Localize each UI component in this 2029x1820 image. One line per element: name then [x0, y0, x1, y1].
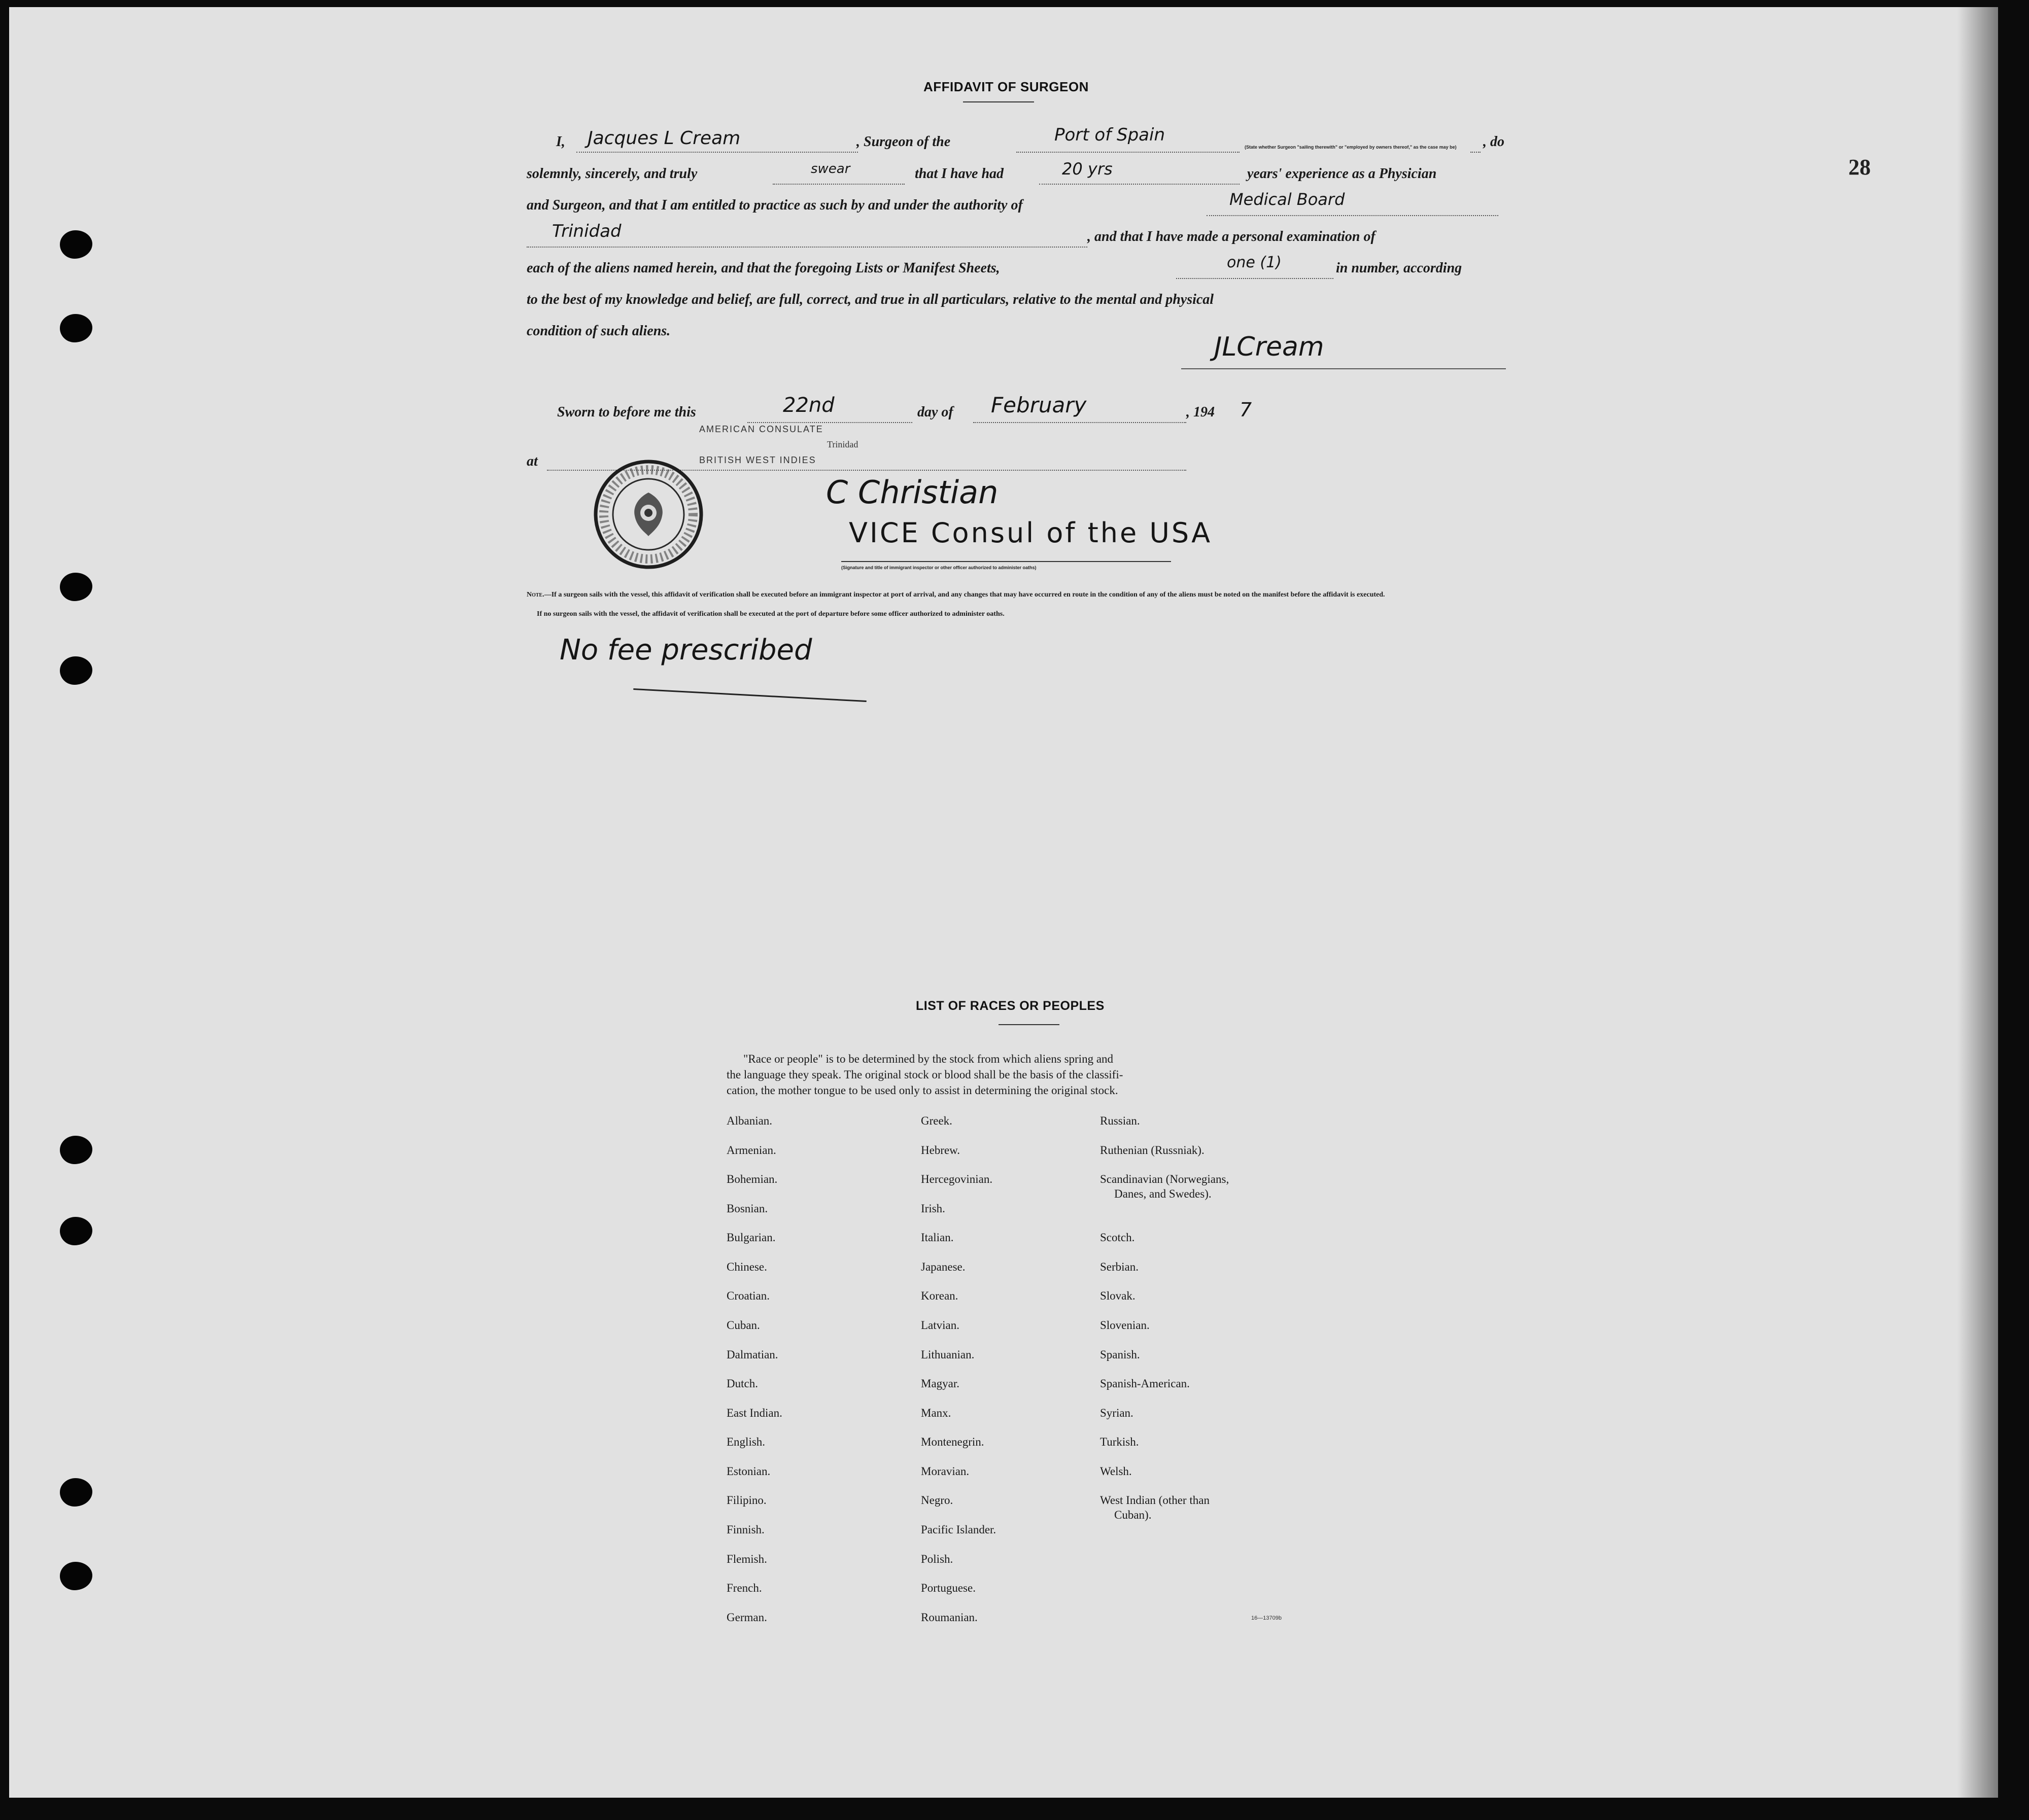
race-item: West Indian (other than	[1100, 1494, 1210, 1507]
punch-hole	[60, 230, 92, 259]
race-item: Finnish.	[727, 1523, 765, 1536]
race-item: Cuban).	[1114, 1509, 1152, 1521]
race-item: Russian.	[1100, 1114, 1140, 1127]
races-title: LIST OF RACES OR PEOPLES	[916, 999, 1105, 1013]
officer-caption: (Signature and title of immigrant inspector or other officer authorized to administer oaths)	[841, 565, 1037, 570]
race-item: Portuguese.	[921, 1582, 976, 1594]
race-item: Hercegovinian.	[921, 1173, 993, 1185]
race-item: Japanese.	[921, 1261, 966, 1273]
race-item: Croatian.	[727, 1289, 770, 1302]
fee-note-handwriting: No fee prescribed	[560, 634, 812, 667]
sworn-prefix: Sworn to before me this	[557, 404, 696, 420]
race-item: Syrian.	[1100, 1407, 1133, 1419]
ship-name-handwriting: Port of Spain	[1054, 125, 1165, 145]
surgeon-signature: JLCream	[1214, 332, 1324, 362]
race-item: Estonian.	[727, 1465, 771, 1478]
race-item: Lithuanian.	[921, 1348, 975, 1361]
affidavit-title: AFFIDAVIT OF SURGEON	[923, 79, 1089, 94]
sworn-month-handwriting: February	[991, 393, 1087, 417]
punch-hole	[60, 1478, 92, 1507]
line6-text: to the best of my knowledge and belief, are full, correct, and true in all particulars, relative to the mental and physical	[527, 292, 1214, 307]
punch-hole	[60, 314, 92, 342]
line4-suffix: , and that I have made a personal examination of	[1087, 229, 1375, 244]
punch-hole	[60, 573, 92, 601]
surgeon-signature-line	[1181, 368, 1506, 369]
race-item: Flemish.	[727, 1553, 767, 1565]
race-item: East Indian.	[727, 1407, 782, 1419]
race-item: Roumanian.	[921, 1611, 978, 1624]
race-item: Dalmatian.	[727, 1348, 778, 1361]
sworn-month-blank	[973, 422, 1186, 423]
race-item: German.	[727, 1611, 767, 1624]
race-item: Spanish-American.	[1100, 1377, 1190, 1390]
ship-name-note: (State whether Surgeon "sailing therewith" or "employed by owners thereof," as the case may be)	[1245, 145, 1457, 150]
race-item: Armenian.	[727, 1144, 776, 1157]
authority-handwriting-b: Trinidad	[552, 221, 622, 241]
race-item: Greek.	[921, 1114, 952, 1127]
races-intro-line1: "Race or people" is to be determined by the stock from which aliens spring and	[743, 1053, 1114, 1065]
stamp-line-region: BRITISH WEST INDIES	[699, 455, 816, 465]
race-item: Latvian.	[921, 1319, 959, 1332]
punch-hole	[60, 1217, 92, 1245]
race-item: Turkish.	[1100, 1436, 1139, 1448]
years-handwriting: 20 yrs	[1062, 159, 1113, 179]
race-item: Montenegrin.	[921, 1436, 984, 1448]
officer-title: VICE Consul of the USA	[849, 517, 1213, 549]
line2-prefix: solemnly, sincerely, and truly	[527, 166, 698, 182]
years-blank	[1039, 184, 1240, 185]
race-item: Bosnian.	[727, 1202, 768, 1215]
surgeon-name-handwriting: Jacques L Cream	[588, 128, 741, 149]
race-item: Dutch.	[727, 1377, 758, 1390]
line1-mid: , Surgeon of the	[856, 134, 951, 150]
line5-prefix: each of the aliens named herein, and that the foregoing Lists or Manifest Sheets,	[527, 260, 1000, 276]
at-label: at	[527, 453, 538, 469]
consulate-seal	[590, 456, 707, 573]
sworn-year-prefix: , 194	[1186, 404, 1215, 420]
race-item: Italian.	[921, 1231, 954, 1244]
sworn-day-blank	[747, 422, 912, 423]
line1-prefix: I,	[556, 134, 565, 150]
title-underline	[963, 101, 1034, 102]
race-item: Spanish.	[1100, 1348, 1140, 1361]
race-item: Filipino.	[727, 1494, 767, 1507]
fee-note-underline	[633, 688, 867, 702]
sworn-day-handwriting: 22nd	[783, 394, 835, 417]
race-item: Slovenian.	[1100, 1319, 1150, 1332]
race-item: Polish.	[921, 1553, 953, 1565]
sworn-year-digit: 7	[1240, 399, 1252, 421]
stamp-line-location: Trinidad	[827, 439, 858, 449]
line2-suffix: years' experience as a Physician	[1247, 166, 1437, 182]
officer-title-line	[841, 561, 1171, 562]
race-item: Bohemian.	[727, 1173, 778, 1185]
race-item: Albanian.	[727, 1114, 773, 1127]
note-text: —If a surgeon sails with the vessel, this affidavit of verification shall be executed before an immigrant inspector at port of arrival, and any changes that may have occurred en route in the condition of any of the aliens must be noted on the manifest before the affidavit is executed.	[544, 591, 1385, 599]
race-item: Slovak.	[1100, 1289, 1136, 1302]
races-intro-line3: cation, the mother tongue to be used only to assist in determining the original stock.	[727, 1084, 1118, 1097]
race-item: Ruthenian (Russniak).	[1100, 1144, 1205, 1157]
race-item: Welsh.	[1100, 1465, 1132, 1478]
race-item: Scotch.	[1100, 1231, 1135, 1244]
swear-handwriting: swear	[811, 161, 850, 177]
race-item: Hebrew.	[921, 1144, 960, 1157]
note-label: Note.	[527, 591, 544, 599]
swear-blank	[773, 184, 905, 185]
races-title-underline	[999, 1024, 1059, 1025]
line1-suffix: , do	[1483, 134, 1504, 150]
race-item: Irish.	[921, 1202, 945, 1215]
race-item: Chinese.	[727, 1261, 767, 1273]
races-intro-line2: the language they speak. The original stock or blood shall be the basis of the classifi-	[727, 1068, 1123, 1081]
race-item: Bulgarian.	[727, 1231, 776, 1244]
punch-hole	[60, 1136, 92, 1164]
race-item: Magyar.	[921, 1377, 960, 1390]
document-page	[9, 7, 1998, 1798]
sheet-count-blank	[1176, 278, 1333, 279]
race-item: Scandinavian (Norwegians,	[1100, 1173, 1229, 1185]
sworn-mid: day of	[917, 404, 953, 420]
race-item: Negro.	[921, 1494, 953, 1507]
stamp-line-consulate: AMERICAN CONSULATE	[699, 424, 823, 434]
ship-trailing-blank	[1470, 152, 1481, 153]
authority-handwriting-a: Medical Board	[1229, 190, 1345, 209]
authority-continued-blank	[527, 247, 1087, 248]
page-edge-shadow	[1957, 7, 1998, 1798]
form-code: 16—13709b	[1251, 1615, 1282, 1621]
punch-hole	[60, 1562, 92, 1590]
race-item: French.	[727, 1582, 762, 1594]
note-paragraph-2: If no surgeon sails with the vessel, the affidavit of verification shall be executed at the port of departure before some officer authorized to administer oaths.	[537, 610, 1005, 618]
race-item: Cuban.	[727, 1319, 760, 1332]
surgeon-name-blank	[576, 152, 858, 153]
ship-name-blank	[1016, 152, 1240, 153]
page-number: 28	[1848, 155, 1871, 180]
line2-mid: that I have had	[915, 166, 1004, 182]
officer-signature: C Christian	[826, 474, 999, 511]
race-item: Korean.	[921, 1289, 958, 1302]
authority-blank	[1207, 215, 1498, 216]
line7-text: condition of such aliens.	[527, 323, 671, 339]
punch-hole	[60, 656, 92, 685]
race-item: Serbian.	[1100, 1261, 1139, 1273]
race-item: Moravian.	[921, 1465, 970, 1478]
race-item: Danes, and Swedes).	[1114, 1187, 1212, 1200]
line5-suffix: in number, according	[1336, 260, 1462, 276]
race-item: English.	[727, 1436, 766, 1448]
sheet-count-handwriting: one (1)	[1227, 254, 1282, 271]
race-item: Pacific Islander.	[921, 1523, 996, 1536]
line3-text: and Surgeon, and that I am entitled to practice as such by and under the authority of	[527, 197, 1023, 213]
race-item: Manx.	[921, 1407, 951, 1419]
note-paragraph	[527, 590, 1506, 599]
